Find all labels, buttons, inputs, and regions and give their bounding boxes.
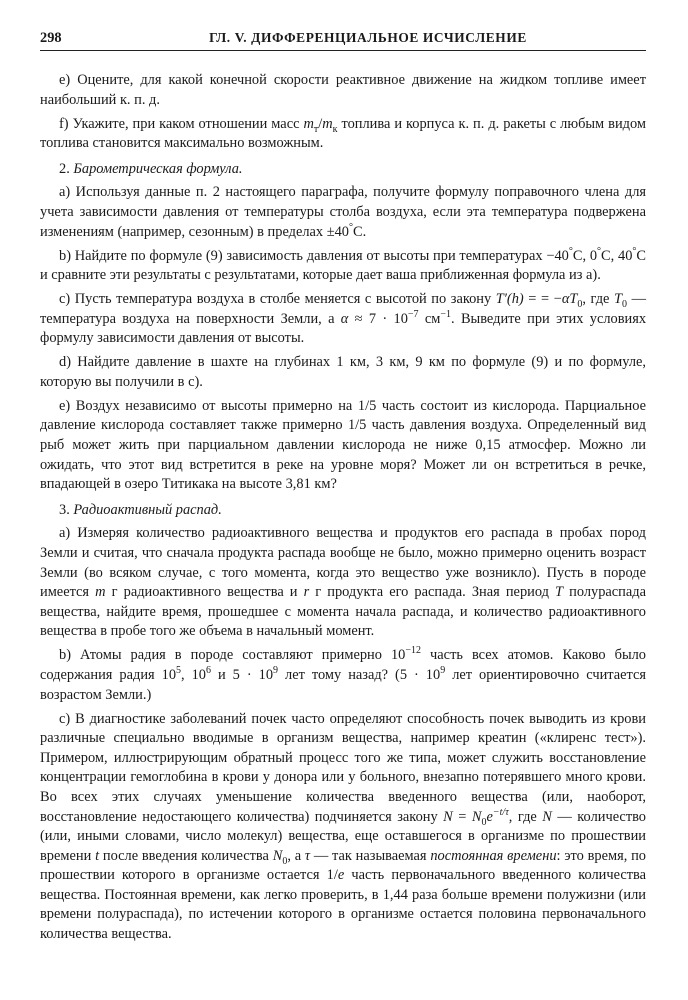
text: е) Оцените, для какой конечной скорости реактивное движение на жидком топливе имеет наибольший к. п. д. <box>40 72 646 108</box>
math-exp: −12 <box>405 645 422 657</box>
math-m: m <box>303 115 314 132</box>
math-tau: τ <box>304 847 311 864</box>
math-sub: т <box>313 123 319 135</box>
text: после введения количества <box>99 847 273 864</box>
text: : это время, по прошествии которого в организме остается 1/ <box>40 847 646 884</box>
text: , а <box>287 847 305 864</box>
text: — температура воздуха на поверхности Земли, а <box>40 291 647 327</box>
text: а) Измеряя количество радиоактивного вещества и продуктов его распада в пробах пород Земли и считая, что сначала продукта распада вообще не было, можно примерно оценить возраст Земли (во всяком случае, с того момента, когда это вещество уже возникло). Пусть в породе имеется <box>40 525 646 601</box>
text: С и сравните эти результаты с результатами, которые дает ваша приближенная формула из а). <box>40 247 646 284</box>
text: , 10 <box>181 666 206 683</box>
text: d) Найдите давление в шахте на глубинах 1 км, 3 км, 9 км по формуле (9) и по формуле, которую вы получили в с). <box>40 354 646 390</box>
math-exp: −1 <box>440 308 452 320</box>
math-alpha: α <box>340 310 349 327</box>
math-m: m <box>95 584 106 601</box>
text: . Выведите при этих условиях формулу зависимости давления от высоты. <box>40 310 647 347</box>
paragraph-2a <box>40 183 646 242</box>
section-2-title <box>40 160 646 180</box>
text: часть первоначального введенного количества вещества. Постоянная времени, как легко проверить, в 1,44 раза больше времени полужизни (или времени полураспада), по истечении которого в организме остается половина первоначального количества вещества. <box>40 867 646 943</box>
math-exp: 5 <box>176 665 182 677</box>
math-exp: −7 <box>407 308 419 320</box>
math-slash: / <box>318 115 323 132</box>
section-3-title <box>40 501 646 521</box>
math-T-prime: T′(h) <box>495 291 524 308</box>
paragraph-3a <box>40 524 646 642</box>
text: г радиоактивного вещества и <box>105 584 304 601</box>
text: , где <box>508 808 543 825</box>
text: — так называемая <box>310 847 431 864</box>
math-t: t <box>95 847 100 864</box>
paragraph-1f <box>40 115 646 154</box>
math-r: r <box>303 584 310 601</box>
math-exp: 9 <box>440 665 446 677</box>
text: лет тому назад? (5 · 10 <box>278 666 441 683</box>
math-exp: 6 <box>206 665 211 677</box>
term-time-constant: постоянная времени <box>430 847 557 864</box>
paragraph-3c <box>40 710 646 945</box>
text: е) Воздух независимо от высоты примерно на 1/5 часть состоит из кислорода. Парциальное давление кислорода составляет также примерно 1/5 часть давления воздуха. Определенный вид рыб может жить при парциальном давлении кислорода не ниже 0,15 атмосфер. Можно ли ожидать, что этот вид встретится в реке на уровне моря? Может ли он встретиться в речке, впадающей в озеро Титикака на высоте 3,81 км? <box>40 397 646 493</box>
text: С. <box>353 223 367 240</box>
text: = = − <box>523 291 562 308</box>
page-number: 298 <box>40 30 62 46</box>
math-T: T <box>555 584 564 601</box>
section-title-text: Радиоактивный распад. <box>73 501 222 518</box>
text: с) В диагностике заболеваний почек часто определяют способность почек выводить из крови различные специально вводимые в организм вещества, например креатин («клиренс тест»). Примером, иллюстрирующим обратный процесс того же типа, может служить восстановление концентрации гемоглобина в крови у донора или у больного, внезапно потерявшего много крови. Во всех этих случаях уменьшение количества введенного вещества (или, наоборот, восстановление недостающего количества) подчиняется закону <box>40 710 646 825</box>
text: , где <box>582 291 615 308</box>
text: см <box>418 310 441 327</box>
text: f) Укажите, при каком отношении масс <box>59 115 304 132</box>
paragraph-2d <box>40 353 646 392</box>
text: а) Используя данные п. 2 настоящего параграфа, получите формулу поправочного члена для учета зависимости давления от температуры столба воздуха, если эта температура подвержена изменениям (например, сезонным) в пределах ±40 <box>40 184 646 240</box>
text: b) Атомы радия в породе составляют примерно 10 <box>59 647 406 664</box>
section-number: 3. <box>59 501 74 518</box>
math-sub: к <box>332 123 338 135</box>
text: и 5 · 10 <box>211 666 274 683</box>
page-header <box>40 30 646 51</box>
math-N: N <box>272 847 283 864</box>
math-e: e <box>337 867 345 884</box>
text: = <box>452 808 472 825</box>
math-N: N <box>471 808 482 825</box>
paragraph-2c <box>40 290 646 349</box>
text: часть всех атомов. Каково было содержания радия 10 <box>40 647 646 683</box>
math-sub: 0 <box>481 816 487 828</box>
section-number: 2. <box>59 160 74 177</box>
paragraph-1e <box>40 71 646 110</box>
text: с) Пусть температура воздуха в столбе меняется с высотой по закону <box>59 291 496 308</box>
math-alpha-T: αT <box>561 291 578 308</box>
math-T: T <box>614 291 623 308</box>
math-exp: −t/τ <box>492 806 509 818</box>
degree: ° <box>632 245 637 257</box>
math-N: N <box>542 808 552 825</box>
text: полураспада вещества, найдите время, прошедшее с момента начала распада, и количество радиоактивного вещества в пробе того же объема в начальный момент. <box>40 584 646 640</box>
math-N: N <box>443 808 453 825</box>
math-sub: 0 <box>282 855 288 867</box>
degree: ° <box>568 245 573 257</box>
math-sub: 0 <box>622 298 628 310</box>
text: лет ориентировочно считается возрастом Земли.) <box>40 666 646 703</box>
degree: ° <box>597 245 602 257</box>
text: г продукта его распада. Зная период <box>309 584 556 601</box>
text: b) Найдите по формуле (9) зависимость давления от высоты при температурах −40 <box>59 247 569 264</box>
text: топлива и корпуса к. п. д. ракеты с любым видом топлива становится максимально возможным. <box>40 115 646 152</box>
degree: ° <box>349 221 353 233</box>
text: С, 40 <box>601 247 633 264</box>
paragraph-2e <box>40 397 646 495</box>
running-title: ГЛ. V. ДИФФЕРЕНЦИАЛЬНОЕ ИСЧИСЛЕНИЕ <box>209 30 527 45</box>
section-title-text: Барометрическая формула. <box>73 160 243 177</box>
paragraph-2b <box>40 247 646 286</box>
paragraph-3b <box>40 646 646 705</box>
text: — количество (или, иными словами, число молекул) вещества, еще оставшегося в организме по прошествии времени <box>40 808 647 864</box>
math-sub: 0 <box>577 298 583 310</box>
math-m: m <box>322 115 333 132</box>
math-e: e <box>486 808 493 825</box>
text: С, 0 <box>572 247 598 264</box>
math-exp: 9 <box>273 665 279 677</box>
text: ≈ 7 · 10 <box>348 310 408 327</box>
